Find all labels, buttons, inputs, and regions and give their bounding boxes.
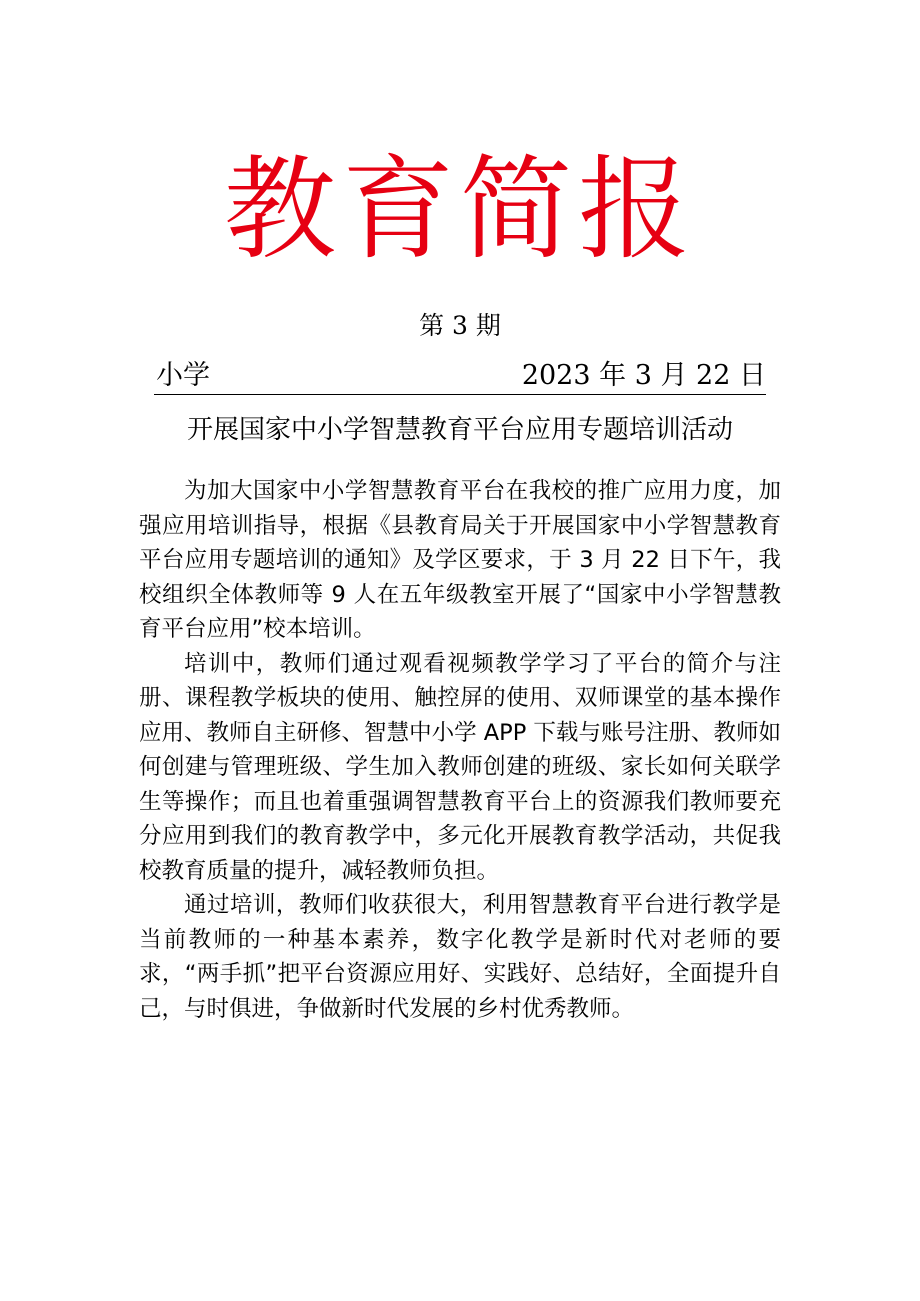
article-paragraph: 通过培训，教师们收获很大，利用智慧教育平台进行教学是当前教师的一种基本素养，数字化教学是新时代对老师的要求，“两手抓”把平台资源应用好、实践好、总结好，全面提升自己，与时俱进，争做新时代发展的乡村优秀教师。 bbox=[139, 892, 781, 1022]
issue-number: 第 3 期 bbox=[419, 311, 501, 340]
article-headline: 开展国家中小学智慧教育平台应用专题培训活动 bbox=[186, 415, 733, 445]
article-body bbox=[139, 474, 781, 1026]
masthead-title: 教育简报 bbox=[224, 145, 696, 275]
publish-date: 2023 年 3 月 22 日 bbox=[521, 360, 766, 391]
article-paragraph: 培训中，教师们通过观看视频教学学习了平台的简介与注册、课程教学板块的使用、触控屏的使用、双师课堂的基本操作应用、教师自主研修、智慧中小学 APP 下载与账号注册、教师如何创建与管理班级、学生加入教师创建的班级、家长如何关联学生等操作；而且也着重强调智慧教育平台上的资源我们教师要充分应用到我们的教育教学中，多元化开展教育教学活动，共促我校教育质量的提升，减轻教师负担。 bbox=[139, 650, 781, 884]
dateline bbox=[154, 360, 766, 395]
article-paragraph: 为加大国家中小学智慧教育平台在我校的推广应用力度，加强应用培训指导，根据《县教育局关于开展国家中小学智慧教育平台应用专题培训的通知》及学区要求，于 3 月 22 日下午，我校组织全体教师等 9 人在五年级教室开展了“国家中小学智慧教育平台应用”校本培训。 bbox=[139, 478, 781, 642]
school-name: 小学 bbox=[156, 360, 210, 391]
